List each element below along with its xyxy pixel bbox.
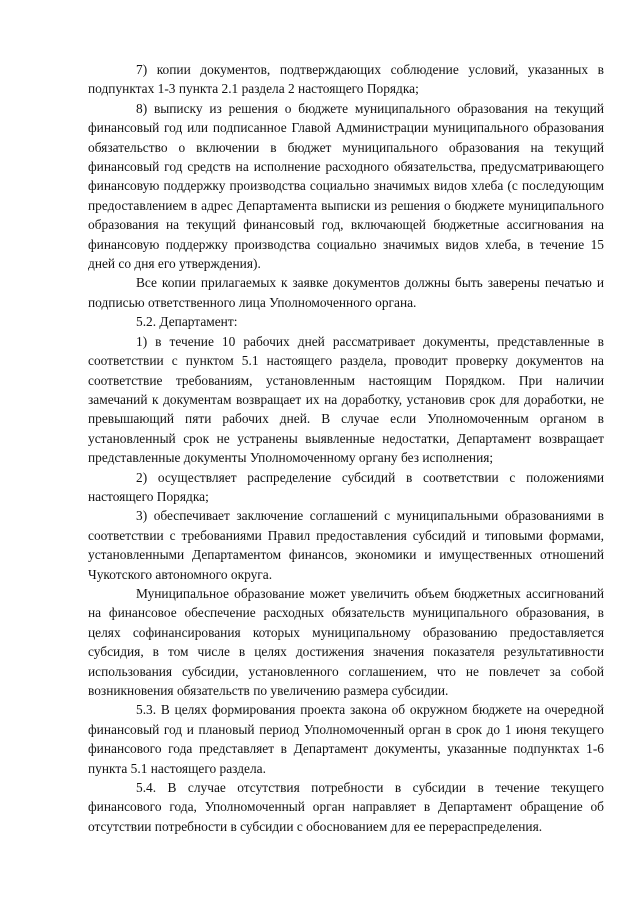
paragraph-5-4: 5.4. В случае отсутствия потребности в субсидии в течение текущего финансового года, Уполномоченный орган направляет в Департамент обращение об отсутствии потребности в субсидии с обоснованием для ее перераспределения. (88, 780, 604, 834)
paragraph-5-3: 5.3. В целях формирования проекта закона об окружном бюджете на очередной финансовый год и плановый период Уполномоченный орган в срок до 1 июня текущего финансового года представляет в Департамент документы, указанные подпунктах 1-6 пункта 5.1 настоящего раздела. (88, 702, 604, 776)
document-page (88, 60, 604, 836)
paragraph-item-7: 7) копии документов, подтверждающих соблюдение условий, указанных в подпунктах 1-3 пункта 2.1 раздела 2 настоящего Порядка; (88, 62, 604, 97)
paragraph-5-2-item-2: 2) осуществляет распределение субсидий в соответствии с положениями настоящего Порядка; (88, 469, 604, 504)
paragraph-5-2-item-1: 1) в течение 10 рабочих дней рассматривает документы, представленные в соответствии с пунктом 5.1 настоящего раздела, проводит проверку документов на соответствие требованиям, установленным настоящим Порядком. При наличии замечаний к документам возвращает их на доработку, установив срок для доработки, не превышающий пяти рабочих дней. В случае если Уполномоченным органом в установленный срок не устранены выявленные недостатки, Департамент возвращает представленные документы Уполномоченному органу без исполнения; (88, 333, 604, 466)
paragraph-5-2-item-3: 3) обеспечивает заключение соглашений с муниципальными образованиями в соответствии с требованиями Правил предоставления субсидий и типовыми формами, установленными Департаментом финансов, экономики и имущественных отношений Чукотского автономного округа. (88, 508, 604, 582)
paragraph-copies-certification: Все копии прилагаемых к заявке документов должны быть заверены печатью и подписью ответственного лица Уполномоченного органа. (88, 275, 604, 310)
section-heading-5-2: 5.2. Департамент: (136, 314, 238, 330)
paragraph-item-8: 8) выписку из решения о бюджете муниципального образования на текущий финансовый год или подписанное Главой Администрации муниципального образования обязательство о включении в бюджет муниципального образования на текущий финансовый год средств на исполнение расходного обязательства, предусматривающего финансовую поддержку производства социально значимых видов хлеба (с последующим предоставлением в адрес Департамента выписки из решения о бюджете муниципального образования на текущий финансовый год, включающей бюджетные ассигнования на финансовую поддержку производства социально значимых видов хлеба, в течение 15 дней со дня его утверждения). (88, 100, 604, 272)
paragraph-budget-increase: Муниципальное образование может увеличить объем бюджетных ассигнований на финансовое обеспечение расходных обязательств муниципального образования, в целях софинансирования которых муниципальному образованию предоставляется субсидия, в том числе в целях достижения значения показателя результативности использования субсидии, установленного соглашением, что не повлечет за собой возникновения обязательств по увеличению размера субсидии. (88, 585, 604, 698)
